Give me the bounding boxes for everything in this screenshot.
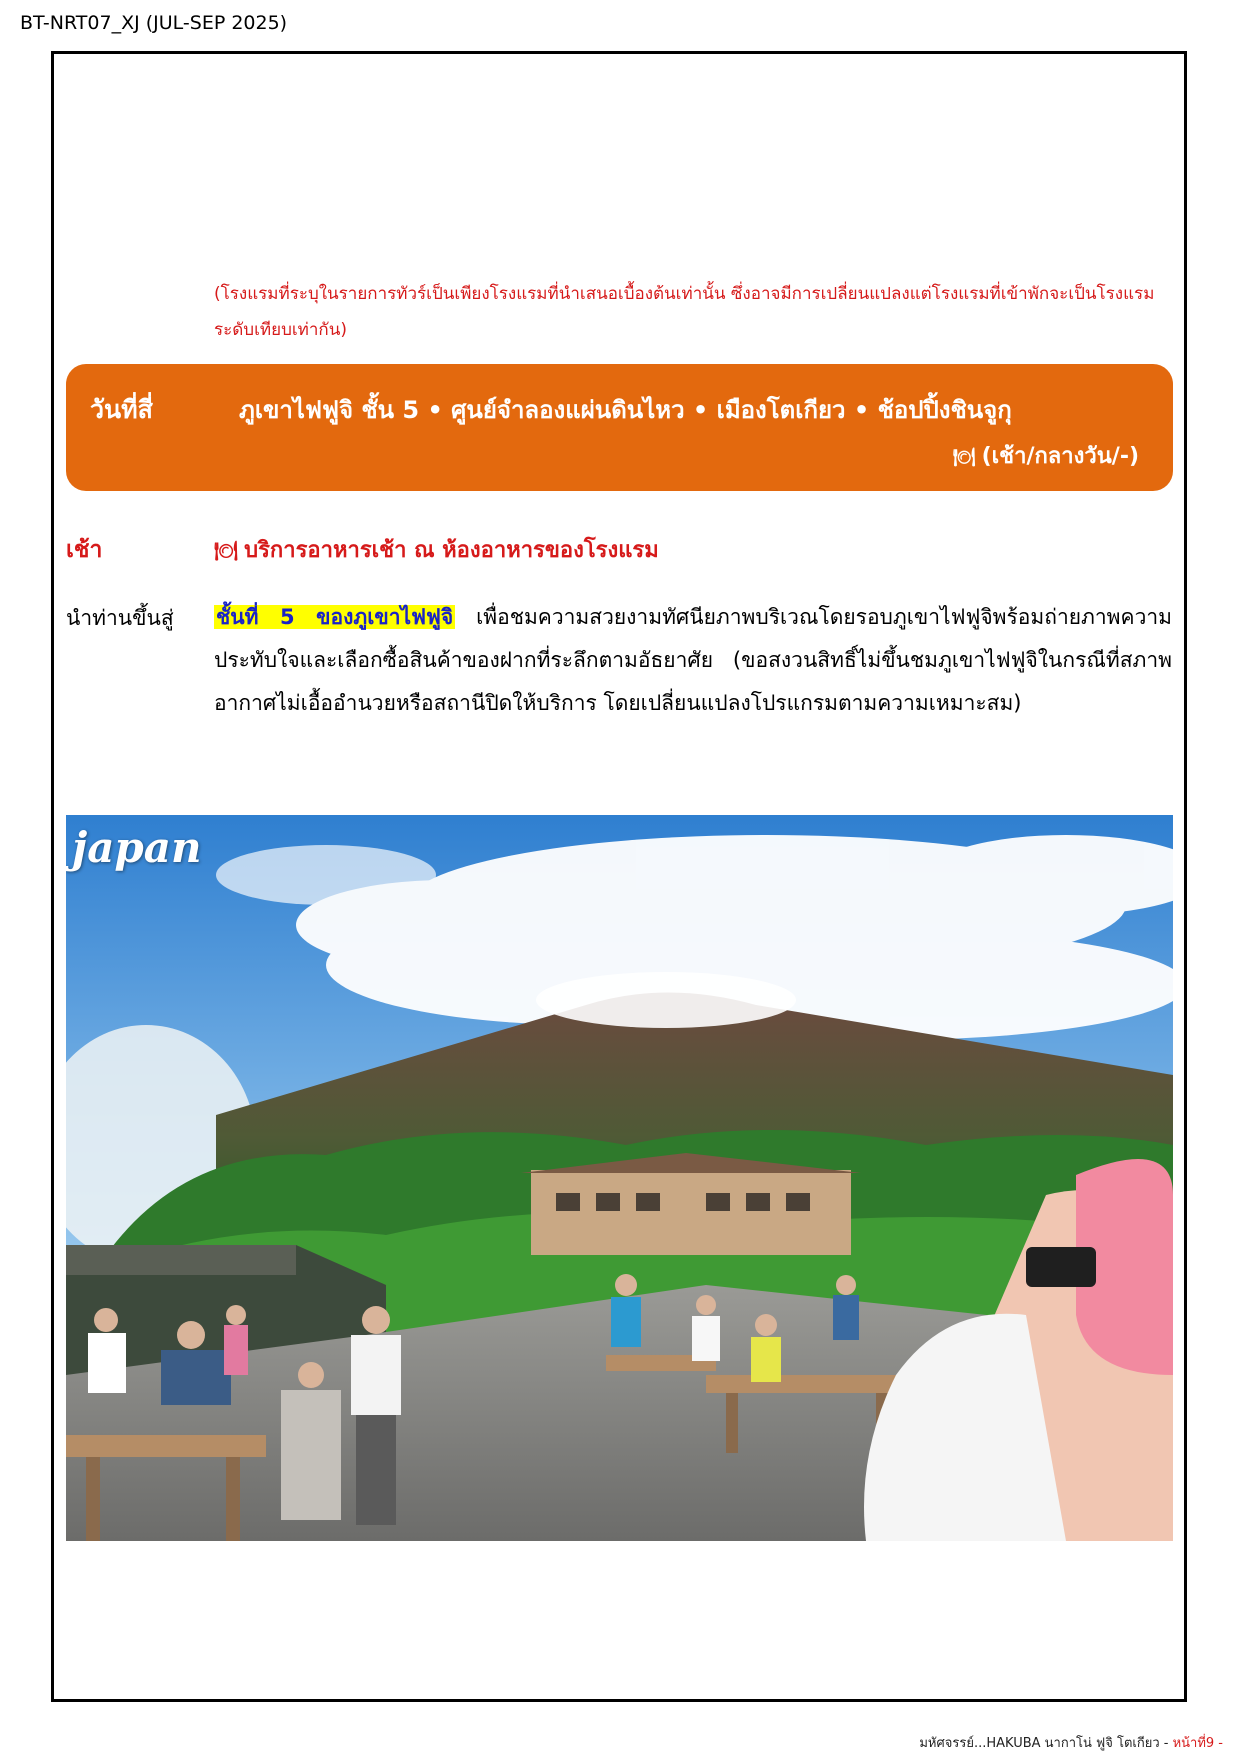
meal-icon: 🍽 xyxy=(214,540,239,562)
day-banner xyxy=(66,364,1173,491)
page-footer xyxy=(919,1732,1223,1753)
fuji-station-photo xyxy=(66,815,1173,1541)
breakfast-item xyxy=(214,532,659,567)
day-label: วันที่สี่ xyxy=(90,395,153,424)
activity-description xyxy=(214,596,1172,725)
time-label-go: นำท่านขึ้นสู่ xyxy=(66,606,174,630)
time-label-morning: เช้า xyxy=(66,537,103,563)
breakfast-text: บริการอาหารเช้า ณ ห้องอาหารของโรงแรม xyxy=(244,538,659,563)
meal-schedule: (เช้า/กลางวัน/-) xyxy=(981,444,1139,469)
meal-icon: 🍽 xyxy=(952,447,976,468)
day-title: ภูเขาไฟฟูจิ ชั้น 5 • ศูนย์จำลองแผ่นดินไหว • เมืองโตเกียว • ช้อปปิ้งชินจูกุ xyxy=(239,396,1012,424)
hotel-note: (โรงแรมที่ระบุในรายการทัวร์เป็นเพียงโรงแรมที่นำเสนอเบื้องต้นเท่านั้น ซึ่งอาจมีการเปลี่ยนแปลงแต่โรงแรมที่เข้าพักจะเป็นโรงแรมระดับเทียบเท่ากัน) xyxy=(214,284,1155,340)
activity-text: เพื่อชมความสวยงามทัศนียภาพบริเวณโดยรอบภูเขาไฟฟูจิพร้อมถ่ายภาพความประทับใจและเลือกซื้อสินค้าของฝากที่ระลึกตามอัธยาศัย (ขอสงวนสิทธิ์ไม่ขึ้นชมภูเขาไฟฟูจิในกรณีที่สภาพอากาศไม่เอื้ออำนวยหรือสถานีปิดให้บริการ โดยเปลี่ยนแปลงโปรแกรมตามความเหมาะสม) xyxy=(214,605,1172,715)
page-number: หน้าที่9 - xyxy=(1172,1736,1223,1751)
footer-title: มหัศจรรย์...HAKUBA นากาโน่ ฟูจิ โตเกียว - xyxy=(919,1736,1173,1751)
highlight-place: ชั้นที่ 5 ของภูเขาไฟฟูจิ xyxy=(216,605,454,629)
photo-watermark: japan xyxy=(72,823,202,872)
document-code: BT-NRT07_XJ (JUL-SEP 2025) xyxy=(20,12,288,34)
day-meals xyxy=(953,438,1139,473)
